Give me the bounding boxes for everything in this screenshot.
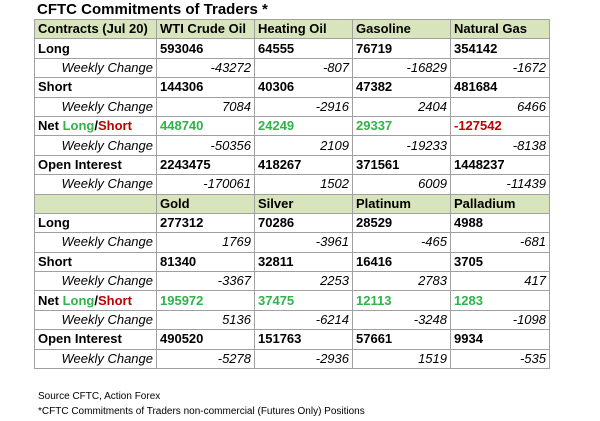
long-value: 70286 bbox=[255, 213, 353, 232]
weekly-change-value: -3248 bbox=[353, 310, 451, 329]
table-row bbox=[35, 58, 550, 77]
page-title: CFTC Commitments of Traders * bbox=[37, 1, 268, 18]
short-value: 3705 bbox=[451, 252, 550, 271]
weekly-change-value: 1502 bbox=[255, 175, 353, 194]
weekly-change-value: -8138 bbox=[451, 136, 550, 155]
weekly-change-value: 2783 bbox=[353, 272, 451, 291]
header-silver: Silver bbox=[255, 194, 353, 213]
net-prefix: Net bbox=[38, 118, 63, 134]
weekly-change-value: 2253 bbox=[255, 272, 353, 291]
row-label-open-interest: Open Interest bbox=[35, 330, 157, 349]
net-value: 12113 bbox=[353, 291, 451, 310]
cot-table bbox=[34, 19, 550, 369]
table-row bbox=[35, 136, 550, 155]
net-short-word: Short bbox=[97, 292, 132, 308]
open-interest-value: 371561 bbox=[353, 155, 451, 174]
header-gasoline: Gasoline bbox=[353, 20, 451, 39]
open-interest-value: 57661 bbox=[353, 330, 451, 349]
header-platinum: Platinum bbox=[353, 194, 451, 213]
long-value: 277312 bbox=[157, 213, 255, 232]
open-interest-value: 1448237 bbox=[451, 155, 550, 174]
short-value: 47382 bbox=[353, 78, 451, 97]
header-blank bbox=[35, 194, 157, 213]
short-value: 40306 bbox=[255, 78, 353, 97]
weekly-change-value: 417 bbox=[451, 272, 550, 291]
weekly-change-value: 2109 bbox=[255, 136, 353, 155]
weekly-change-value: -11439 bbox=[451, 175, 550, 194]
table-row bbox=[35, 330, 550, 349]
table-row bbox=[35, 252, 550, 271]
weekly-change-value: -50356 bbox=[157, 136, 255, 155]
table-row bbox=[35, 39, 550, 58]
weekly-change-value: -170061 bbox=[157, 175, 255, 194]
table-row bbox=[35, 310, 550, 329]
row-label-weekly-change: Weekly Change bbox=[35, 58, 157, 77]
weekly-change-value: -3367 bbox=[157, 272, 255, 291]
table-header-energy bbox=[35, 20, 550, 39]
weekly-change-value: 2404 bbox=[353, 97, 451, 116]
net-long-word: Long bbox=[62, 118, 95, 134]
row-label-weekly-change: Weekly Change bbox=[35, 233, 157, 252]
net-long-word: Long bbox=[62, 292, 95, 308]
net-value: 29337 bbox=[353, 116, 451, 135]
open-interest-value: 2243475 bbox=[157, 155, 255, 174]
row-label-weekly-change: Weekly Change bbox=[35, 136, 157, 155]
long-value: 593046 bbox=[157, 39, 255, 58]
row-label-long: Long bbox=[35, 213, 157, 232]
table-row bbox=[35, 349, 550, 368]
weekly-change-value: -6214 bbox=[255, 310, 353, 329]
weekly-change-value: -16829 bbox=[353, 58, 451, 77]
net-value: 195972 bbox=[157, 291, 255, 310]
net-prefix: Net bbox=[38, 292, 63, 308]
weekly-change-value: 5136 bbox=[157, 310, 255, 329]
weekly-change-value: 6466 bbox=[451, 97, 550, 116]
open-interest-value: 9934 bbox=[451, 330, 550, 349]
weekly-change-value: 1519 bbox=[353, 349, 451, 368]
weekly-change-value: -5278 bbox=[157, 349, 255, 368]
net-slash: / bbox=[94, 118, 98, 134]
net-short-word: Short bbox=[97, 118, 132, 134]
row-label-short: Short bbox=[35, 252, 157, 271]
table-row bbox=[35, 175, 550, 194]
short-value: 32811 bbox=[255, 252, 353, 271]
weekly-change-value: -2936 bbox=[255, 349, 353, 368]
long-value: 354142 bbox=[451, 39, 550, 58]
row-label-short: Short bbox=[35, 78, 157, 97]
short-value: 81340 bbox=[157, 252, 255, 271]
table-row bbox=[35, 155, 550, 174]
table-row bbox=[35, 233, 550, 252]
row-label-open-interest: Open Interest bbox=[35, 155, 157, 174]
table-row bbox=[35, 78, 550, 97]
header-natural-gas: Natural Gas bbox=[451, 20, 550, 39]
weekly-change-value: -1098 bbox=[451, 310, 550, 329]
header-palladium: Palladium bbox=[451, 194, 550, 213]
table-row bbox=[35, 213, 550, 232]
net-value: 24249 bbox=[255, 116, 353, 135]
row-label-net-long-short bbox=[35, 291, 157, 310]
row-label-weekly-change: Weekly Change bbox=[35, 349, 157, 368]
weekly-change-value: 7084 bbox=[157, 97, 255, 116]
weekly-change-value: -807 bbox=[255, 58, 353, 77]
open-interest-value: 151763 bbox=[255, 330, 353, 349]
row-label-weekly-change: Weekly Change bbox=[35, 272, 157, 291]
long-value: 76719 bbox=[353, 39, 451, 58]
net-slash: / bbox=[94, 292, 98, 308]
header-contracts: Contracts (Jul 20) bbox=[35, 20, 157, 39]
weekly-change-value: -3961 bbox=[255, 233, 353, 252]
open-interest-value: 418267 bbox=[255, 155, 353, 174]
weekly-change-value: -43272 bbox=[157, 58, 255, 77]
net-value: 448740 bbox=[157, 116, 255, 135]
table-header-metals bbox=[35, 194, 550, 213]
short-value: 144306 bbox=[157, 78, 255, 97]
row-label-weekly-change: Weekly Change bbox=[35, 97, 157, 116]
net-value: 1283 bbox=[451, 291, 550, 310]
row-label-weekly-change: Weekly Change bbox=[35, 310, 157, 329]
weekly-change-value: -2916 bbox=[255, 97, 353, 116]
table-row bbox=[35, 97, 550, 116]
table-row bbox=[35, 272, 550, 291]
weekly-change-value: -19233 bbox=[353, 136, 451, 155]
weekly-change-value: -1672 bbox=[451, 58, 550, 77]
long-value: 64555 bbox=[255, 39, 353, 58]
weekly-change-value: -535 bbox=[451, 349, 550, 368]
long-value: 28529 bbox=[353, 213, 451, 232]
weekly-change-value: 6009 bbox=[353, 175, 451, 194]
header-heating-oil: Heating Oil bbox=[255, 20, 353, 39]
long-value: 4988 bbox=[451, 213, 550, 232]
open-interest-value: 490520 bbox=[157, 330, 255, 349]
header-gold: Gold bbox=[157, 194, 255, 213]
short-value: 16416 bbox=[353, 252, 451, 271]
row-label-long: Long bbox=[35, 39, 157, 58]
weekly-change-value: 1769 bbox=[157, 233, 255, 252]
table-row bbox=[35, 291, 550, 310]
net-value: -127542 bbox=[451, 116, 550, 135]
source-note: Source CFTC, Action Forex bbox=[38, 391, 161, 402]
row-label-net-long-short bbox=[35, 116, 157, 135]
weekly-change-value: -465 bbox=[353, 233, 451, 252]
net-value: 37475 bbox=[255, 291, 353, 310]
row-label-weekly-change: Weekly Change bbox=[35, 175, 157, 194]
weekly-change-value: -681 bbox=[451, 233, 550, 252]
short-value: 481684 bbox=[451, 78, 550, 97]
footnote: *CFTC Commitments of Traders non-commercial (Futures Only) Positions bbox=[38, 406, 365, 417]
header-wti-crude-oil: WTI Crude Oil bbox=[157, 20, 255, 39]
table-row bbox=[35, 116, 550, 135]
